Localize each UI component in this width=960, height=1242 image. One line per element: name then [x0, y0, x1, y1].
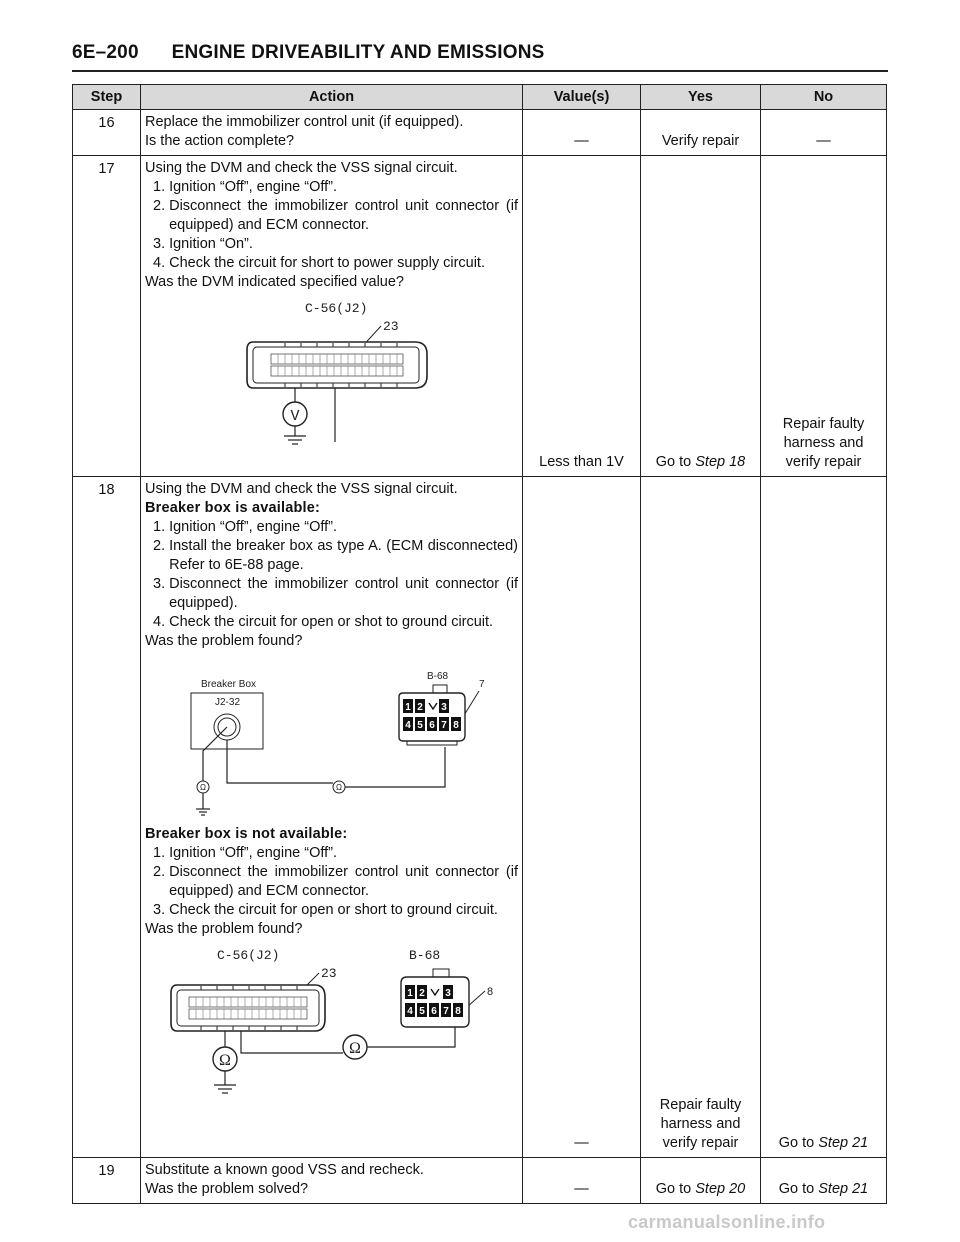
action-intro: Using the DVM and check the VSS signal circuit. [145, 481, 458, 497]
pin-label: 23 [321, 966, 337, 981]
action-question: Is the action complete? [145, 133, 295, 149]
page-number: 6E–200 [72, 42, 139, 63]
svg-text:2: 2 [419, 988, 425, 999]
step-link: Step 21 [818, 1181, 869, 1197]
page-header [72, 42, 545, 64]
svg-text:6: 6 [431, 1006, 437, 1017]
col-values: Value(s) [523, 85, 641, 110]
svg-text:Ω: Ω [349, 1040, 361, 1057]
svg-text:3: 3 [445, 988, 451, 999]
svg-text:7: 7 [441, 720, 447, 731]
substep: 4. Check the circuit for open or shot to ground circuit. [153, 614, 494, 630]
table-row-step-16 [73, 110, 887, 156]
substep: 2. Disconnect the immobilizer control unit connector (if equipped) and ECM connector. [153, 864, 518, 899]
no-cell: Go to Step 21 [761, 477, 887, 1158]
yes-cell: Go to Step 20 [641, 1158, 761, 1204]
step-link: Step 20 [695, 1181, 746, 1197]
connector-label: B-68 [427, 671, 449, 682]
step-link: Step 18 [695, 454, 746, 470]
connector-label: B-68 [409, 948, 441, 963]
value-cell: — [523, 110, 641, 156]
pin-label: 8 [487, 986, 494, 998]
action-line: Replace the immobilizer control unit (if equipped). [145, 114, 464, 130]
pin-label: 23 [383, 319, 399, 334]
case-a-title: Breaker box is available: [145, 500, 321, 516]
table-row-step-19 [73, 1158, 887, 1204]
c56-connector-shape [247, 342, 427, 388]
connector-label: C-56(J2) [217, 948, 280, 963]
action-question: Was the problem found? [145, 633, 303, 649]
substep: 1. Ignition “Off”, engine “Off”. [153, 179, 337, 195]
box-pin-label: J2-32 [215, 697, 241, 708]
action-question: Was the problem found? [145, 921, 303, 937]
yes-cell: Repair faulty harness and verify repair [641, 477, 761, 1158]
action-cell [141, 1158, 523, 1204]
b68-connector-shape [399, 685, 465, 745]
svg-text:1: 1 [407, 988, 413, 999]
svg-text:8: 8 [453, 720, 459, 731]
substep: 3. Check the circuit for open or short to ground circuit. [153, 902, 498, 918]
value-cell: — [523, 477, 641, 1158]
yes-cell: Go to Step 18 [641, 156, 761, 477]
c56-connector-shape [171, 985, 325, 1031]
section-title: ENGINE DRIVEABILITY AND EMISSIONS [171, 42, 545, 63]
substep: 2. Disconnect the immobilizer control unit connector (if equipped) and ECM connector. [153, 198, 518, 233]
svg-text:4: 4 [407, 1006, 413, 1017]
col-action: Action [141, 85, 523, 110]
b68-connector-shape [401, 969, 469, 1027]
action-question: Was the DVM indicated specified value? [145, 274, 404, 290]
watermark: carmanualsonline.info [628, 1212, 826, 1232]
svg-text:7: 7 [443, 1006, 449, 1017]
svg-text:Ω: Ω [219, 1052, 231, 1069]
substep: 4. Check the circuit for short to power supply circuit. [153, 255, 485, 271]
step-number: 19 [73, 1158, 141, 1204]
step-number: 18 [73, 477, 141, 1158]
no-cell: — [761, 110, 887, 156]
action-cell [141, 110, 523, 156]
meter-symbol: V [290, 408, 300, 425]
pin-label: 7 [479, 679, 485, 690]
no-cell: Go to Step 21 [761, 1158, 887, 1204]
svg-text:6: 6 [429, 720, 435, 731]
svg-text:5: 5 [417, 720, 423, 731]
col-yes: Yes [641, 85, 761, 110]
breaker-box-label: Breaker Box [201, 679, 257, 690]
action-line: Substitute a known good VSS and recheck. [145, 1162, 424, 1178]
svg-text:2: 2 [417, 702, 423, 713]
svg-text:4: 4 [405, 720, 411, 731]
step-number: 16 [73, 110, 141, 156]
action-intro: Using the DVM and check the VSS signal circuit. [145, 160, 458, 176]
table-row-step-18 [73, 477, 887, 1158]
action-cell [141, 156, 523, 477]
svg-text:Ω: Ω [200, 783, 206, 792]
connector-voltage-diagram [145, 296, 519, 448]
svg-text:3: 3 [441, 702, 447, 713]
breaker-box-diagram [145, 655, 519, 825]
value-cell: — [523, 1158, 641, 1204]
svg-text:8: 8 [455, 1006, 461, 1017]
svg-text:1: 1 [405, 702, 411, 713]
yes-cell: Verify repair [641, 110, 761, 156]
substep: 3. Ignition “On”. [153, 236, 253, 252]
substep: 3. Disconnect the immobilizer control unit connector (if equipped). [153, 576, 518, 611]
connector-label: C-56(J2) [305, 301, 368, 316]
header-rule [72, 70, 888, 72]
action-cell [141, 477, 523, 1158]
table-row-step-17 [73, 156, 887, 477]
value-cell: Less than 1V [523, 156, 641, 477]
col-no: No [761, 85, 887, 110]
substep: 1. Ignition “Off”, engine “Off”. [153, 845, 337, 861]
svg-text:5: 5 [419, 1006, 425, 1017]
substep: 1. Ignition “Off”, engine “Off”. [153, 519, 337, 535]
action-question: Was the problem solved? [145, 1181, 309, 1197]
step-link: Step 21 [818, 1135, 869, 1151]
svg-text:Ω: Ω [336, 783, 342, 792]
table-header-row [73, 85, 887, 110]
connector-continuity-diagram [145, 943, 519, 1101]
substep: 2. Install the breaker box as type A. (ECM disconnected) Refer to 6E-88 page. [153, 538, 518, 573]
case-b-title: Breaker box is not available: [145, 826, 348, 842]
step-number: 17 [73, 156, 141, 477]
no-cell: Repair faulty harness and verify repair [761, 156, 887, 477]
col-step: Step [73, 85, 141, 110]
diagnostic-table [72, 84, 887, 1204]
